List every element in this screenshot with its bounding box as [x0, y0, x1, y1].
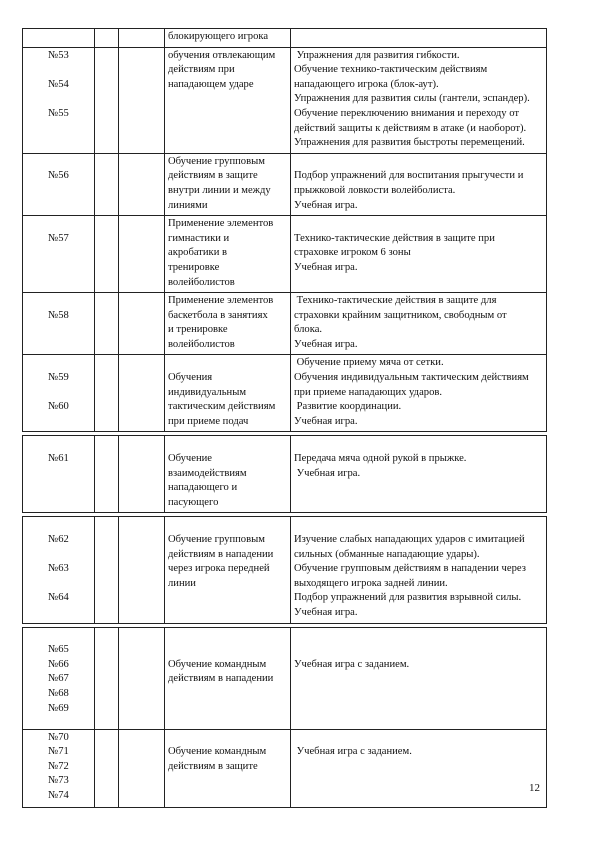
topic-line: Обучения	[168, 372, 213, 384]
empty-cell-a	[95, 216, 119, 293]
lesson-plan-table	[22, 28, 547, 808]
lesson-number: №55	[48, 107, 69, 119]
content-line: Учебная игра.	[294, 261, 358, 273]
empty-cell-b	[119, 436, 165, 513]
topic-line: гимнастики и	[168, 232, 230, 244]
lesson-number-cell	[23, 627, 95, 729]
content-line	[294, 629, 543, 644]
topic-line: Применение элементов	[168, 218, 274, 230]
topic-cell	[165, 47, 291, 153]
lesson-number: №59	[48, 372, 69, 384]
lesson-number: №61	[48, 453, 69, 465]
topic-line: тактическим действиям	[168, 401, 276, 413]
content-line: сильных (обманные нападающие удары).	[294, 548, 480, 560]
topic-line: Обучение командным	[168, 746, 267, 758]
empty-cell-a	[95, 355, 119, 432]
topic-line: внутри линии и между	[168, 184, 271, 196]
content-line: Обучения индивидуальным тактическим действиям	[294, 372, 529, 384]
lesson-number: №60	[48, 401, 69, 413]
spacer	[26, 629, 91, 644]
content-line: Упражнения для развития быстроты перемещений.	[294, 137, 525, 149]
topic-line	[168, 643, 287, 658]
content-cell	[291, 355, 547, 432]
empty-cell-b	[119, 29, 165, 48]
content-line: Учебная игра.	[294, 415, 358, 427]
spacer	[26, 548, 91, 563]
lesson-row-r62	[23, 517, 547, 623]
empty-cell-a	[95, 436, 119, 513]
topic-cell	[165, 293, 291, 355]
lesson-number: №70	[48, 731, 69, 743]
content-cell	[291, 29, 547, 48]
empty-cell-a	[95, 29, 119, 48]
spacer	[26, 92, 91, 107]
lesson-number: №64	[48, 592, 69, 604]
empty-cell-a	[95, 517, 119, 623]
topic-line: взаимодействиям	[168, 467, 247, 479]
spacer	[26, 386, 91, 401]
empty-cell-b	[119, 216, 165, 293]
content-line: Передача мяча одной рукой в прыжке.	[294, 453, 467, 465]
empty-cell-a	[95, 47, 119, 153]
lesson-number: №53	[48, 49, 69, 61]
lesson-number: №57	[48, 232, 69, 244]
lesson-number-cell	[23, 355, 95, 432]
topic-line: действиям в защите	[168, 170, 258, 182]
empty-cell-a	[95, 293, 119, 355]
content-cell	[291, 153, 547, 215]
lesson-number-cell	[23, 216, 95, 293]
lesson-number-cell	[23, 29, 95, 48]
lesson-row-r65	[23, 627, 547, 729]
content-line: Учебная игра.	[294, 606, 358, 618]
topic-cell	[165, 517, 291, 623]
content-line: блока.	[294, 324, 323, 336]
topic-line	[168, 518, 287, 533]
empty-cell-a	[95, 627, 119, 729]
content-cell	[291, 216, 547, 293]
topic-line: акробатики в	[168, 247, 228, 259]
topic-line: при приеме подач	[168, 415, 249, 427]
content-line: Упражнения для развития гибкости.	[294, 49, 460, 61]
content-line	[294, 643, 543, 658]
lesson-number: №56	[48, 170, 69, 182]
empty-cell-a	[95, 153, 119, 215]
content-line: действий защиты к действиям в атаке (и наоборот).	[294, 122, 527, 134]
lesson-number: №54	[48, 78, 69, 90]
spacer	[26, 577, 91, 592]
lesson-number: №72	[48, 760, 69, 772]
content-line	[294, 731, 543, 746]
lesson-number-cell	[23, 153, 95, 215]
lesson-number: №69	[48, 702, 69, 714]
lesson-number: №58	[48, 309, 69, 321]
topic-line: действиям при	[168, 64, 235, 76]
content-line: Обучение групповым действиям в нападении через	[294, 563, 526, 575]
page-number: 12	[529, 782, 540, 794]
empty-cell-b	[119, 293, 165, 355]
lesson-number: №65	[48, 644, 69, 656]
empty-cell-b	[119, 627, 165, 729]
empty-cell-b	[119, 729, 165, 807]
lesson-number-cell	[23, 517, 95, 623]
lesson-number: №73	[48, 775, 69, 787]
empty-cell-a	[95, 729, 119, 807]
spacer	[26, 356, 91, 371]
lesson-number-cell	[23, 293, 95, 355]
content-line: Обучение технико-тактическим действиям	[294, 64, 488, 76]
topic-line: волейболистов	[168, 276, 235, 288]
content-cell	[291, 729, 547, 807]
lesson-row-r59	[23, 355, 547, 432]
empty-cell-b	[119, 517, 165, 623]
content-line: Обучение переключению внимания и переходу от	[294, 107, 519, 119]
lesson-row-r53	[23, 47, 547, 153]
spacer	[26, 63, 91, 78]
lesson-number: №63	[48, 563, 69, 575]
spacer	[26, 437, 91, 452]
topic-line: Обучение командным	[168, 658, 267, 670]
content-line: страховке игроком 6 зоны	[294, 247, 411, 259]
lesson-row-cont	[23, 29, 547, 48]
content-line	[294, 437, 543, 452]
empty-cell-b	[119, 47, 165, 153]
content-line: Учебная игра с заданием.	[294, 658, 410, 670]
spacer	[26, 217, 91, 232]
topic-line: Применение элементов	[168, 295, 274, 307]
content-cell	[291, 436, 547, 513]
topic-cell	[165, 729, 291, 807]
topic-cell	[165, 29, 291, 48]
lesson-number-cell	[23, 436, 95, 513]
topic-line: через игрока передней	[168, 563, 270, 575]
lesson-row-r61	[23, 436, 547, 513]
content-line: Изучение слабых нападающих ударов с имитацией	[294, 534, 525, 545]
lesson-number-cell	[23, 729, 95, 807]
topic-line: обучения отвлекающим	[168, 49, 276, 61]
topic-line: линии	[168, 577, 196, 589]
content-line: Учебная игра.	[294, 338, 358, 350]
topic-cell	[165, 216, 291, 293]
content-line: страховки крайним защитником, свободным от	[294, 309, 507, 321]
topic-line: блокирующего игрока	[168, 31, 269, 42]
content-line: Технико-тактические действия в защите для	[294, 295, 497, 307]
content-line: Развитие координации.	[294, 401, 402, 413]
content-line: Учебная игра.	[294, 467, 361, 479]
lesson-number: №67	[48, 673, 69, 685]
topic-line: индивидуальным	[168, 386, 247, 398]
lesson-number: №66	[48, 658, 69, 670]
lesson-row-r70	[23, 729, 547, 807]
topic-line: Обучение групповым	[168, 155, 265, 167]
topic-line: нападающем ударе	[168, 78, 254, 90]
lesson-row-r56	[23, 153, 547, 215]
lesson-number: №74	[48, 789, 69, 801]
topic-line: Обучение групповым	[168, 534, 265, 545]
topic-cell	[165, 627, 291, 729]
topic-line	[168, 437, 287, 452]
spacer	[26, 294, 91, 309]
topic-line: тренировке	[168, 261, 220, 273]
lesson-row-r57	[23, 216, 547, 293]
topic-line: пасующего	[168, 496, 219, 508]
topic-line: и тренировке	[168, 324, 228, 336]
lesson-number-cell	[23, 47, 95, 153]
topic-line: действиям в нападении	[168, 548, 274, 560]
content-line: Технико-тактические действия в защите при	[294, 232, 495, 244]
content-cell	[291, 517, 547, 623]
content-line: Обучение приему мяча от сетки.	[294, 357, 444, 369]
content-cell	[291, 627, 547, 729]
topic-line: баскетбола в занятиях	[168, 309, 268, 321]
topic-line	[168, 356, 287, 371]
lesson-row-r58	[23, 293, 547, 355]
content-cell	[291, 47, 547, 153]
topic-line	[168, 731, 287, 746]
content-line	[294, 518, 543, 533]
lesson-plan-body	[23, 29, 547, 808]
content-cell	[291, 293, 547, 355]
empty-cell-b	[119, 355, 165, 432]
empty-cell-b	[119, 153, 165, 215]
topic-cell	[165, 153, 291, 215]
topic-line: нападающего и	[168, 482, 238, 494]
content-line: Учебная игра с заданием.	[294, 746, 412, 758]
content-line: Учебная игра.	[294, 199, 358, 211]
content-line: при приеме нападающих ударов.	[294, 386, 443, 398]
content-line	[294, 155, 543, 170]
topic-cell	[165, 436, 291, 513]
topic-line: волейболистов	[168, 338, 235, 350]
spacer	[26, 155, 91, 170]
content-line: нападающего игрока (блок-аут).	[294, 78, 439, 90]
topic-line: линиями	[168, 199, 208, 211]
lesson-number: №68	[48, 687, 69, 699]
spacer	[26, 518, 91, 533]
topic-line: Обучение	[168, 453, 213, 465]
content-line: выходящего игрока задней линии.	[294, 577, 448, 589]
topic-line: действиям в защите	[168, 760, 258, 772]
topic-cell	[165, 355, 291, 432]
content-line	[294, 217, 543, 232]
topic-line	[168, 629, 287, 644]
content-line: Упражнения для развития силы (гантели, эспандер).	[294, 93, 530, 105]
content-line: прыжковой ловкости волейболиста.	[294, 184, 456, 196]
content-line: Подбор упражнений для развития взрывной силы.	[294, 592, 522, 604]
lesson-number: №62	[48, 534, 69, 545]
lesson-number: №71	[48, 746, 69, 758]
content-line: Подбор упражнений для воспитания прыгучести и	[294, 170, 524, 182]
topic-line: действиям в нападении	[168, 673, 274, 685]
